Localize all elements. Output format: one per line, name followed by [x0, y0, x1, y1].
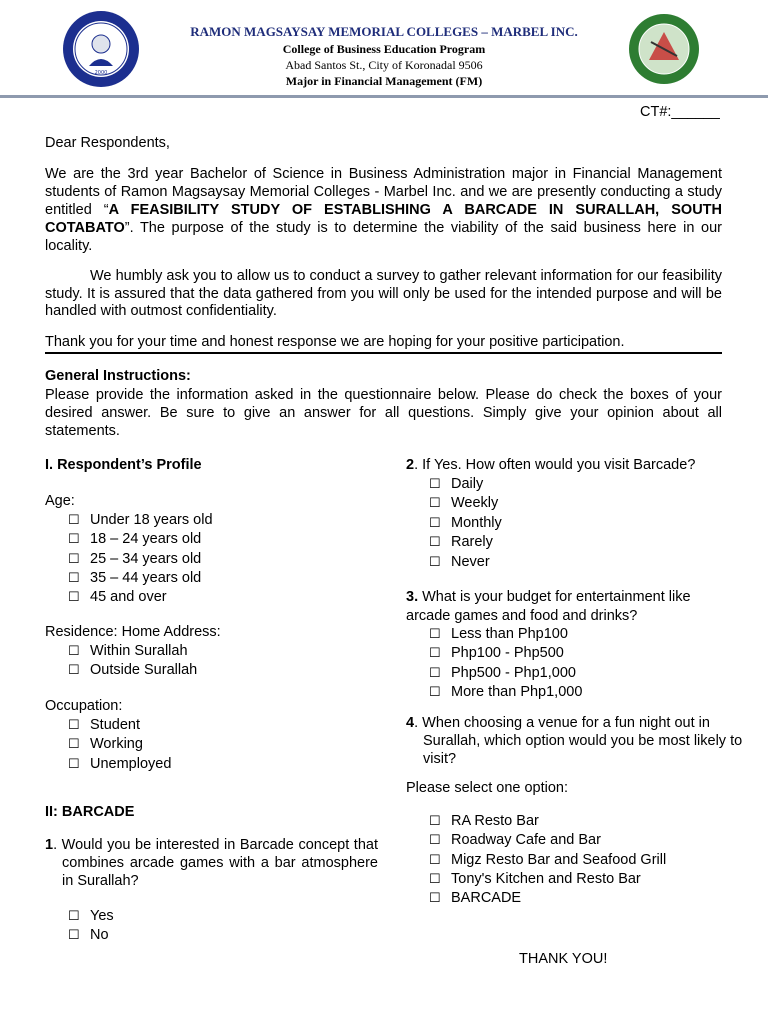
occupation-label: Occupation:	[45, 698, 123, 714]
program-name: College of Business Education Program	[282, 42, 486, 56]
option-label: 18 – 24 years old	[90, 531, 202, 548]
checkbox-option[interactable]	[429, 532, 493, 552]
checkbox-icon[interactable]: ☐	[429, 832, 441, 848]
question-2-number: 2	[406, 457, 415, 473]
option-label: Php500 - Php1,000	[451, 664, 576, 681]
salutation: Dear Respondents,	[45, 135, 170, 151]
option-label: Working	[90, 736, 143, 753]
intro-paragraph-2-text: We humbly ask you to allow us to conduct a survey to gather relevant information for our feasibility study. It is assured that the data gathered from you will only be used for the intended purpose and will be handled with outmost confidentiality.	[45, 268, 722, 319]
left-seal	[62, 10, 140, 88]
checkbox-icon[interactable]: ☐	[68, 569, 80, 585]
checkbox-option[interactable]	[68, 660, 197, 680]
checkbox-option[interactable]	[68, 529, 201, 549]
residence-label: Residence: Home Address:	[45, 624, 221, 640]
checkbox-icon[interactable]: ☐	[429, 870, 441, 886]
major-name: Major in Financial Management (FM)	[285, 74, 483, 88]
header-rule	[0, 95, 768, 98]
question-3-text: What is your budget for entertainment like arcade games and food and drinks?	[406, 589, 691, 624]
option-label: Monthly	[451, 514, 502, 531]
checkbox-option[interactable]	[68, 549, 201, 569]
checkbox-icon[interactable]: ☐	[68, 550, 80, 566]
checkbox-option[interactable]	[429, 850, 666, 870]
checkbox-option[interactable]	[429, 869, 641, 889]
question-4-number: 4	[406, 715, 415, 731]
checkbox-icon[interactable]: ☐	[68, 736, 80, 752]
option-label: Unemployed	[90, 755, 172, 772]
option-label: Roadway Cafe and Bar	[451, 832, 601, 849]
checkbox-option[interactable]	[429, 552, 490, 572]
checkbox-icon[interactable]: ☐	[68, 717, 80, 732]
option-label: 25 – 34 years old	[90, 550, 202, 567]
option-label: Never	[451, 553, 490, 570]
intro-text-before: We are the 3rd year Bachelor of Science in Business Administration major in Financial Management students of Ramon Magsaysay Memorial Colleges - Marbel Inc. and we are presently conducting a study entitled “	[45, 166, 722, 218]
option-label: Migz Resto Bar and Seafood Grill	[451, 851, 667, 868]
checkbox-icon[interactable]: ☐	[68, 589, 80, 605]
question-3-number: 3.	[406, 589, 419, 605]
checkbox-icon[interactable]: ☐	[429, 664, 441, 680]
profile-heading: I. Respondent’s Profile	[45, 457, 202, 473]
intro-paragraph-1	[45, 165, 722, 255]
checkbox-icon[interactable]: ☐	[429, 626, 441, 641]
option-label: Student	[90, 717, 140, 733]
checkbox-option[interactable]	[429, 624, 568, 644]
checkbox-icon[interactable]: ☐	[68, 643, 80, 658]
barcade-heading: II: BARCADE	[45, 804, 135, 820]
checkbox-option[interactable]	[68, 510, 213, 530]
checkbox-icon[interactable]: ☐	[68, 531, 80, 547]
option-label: Php100 - Php500	[451, 645, 564, 662]
checkbox-option[interactable]	[429, 474, 483, 494]
option-label: Outside Surallah	[90, 662, 198, 679]
checkbox-icon[interactable]: ☐	[68, 908, 80, 923]
checkbox-icon[interactable]: ☐	[429, 476, 441, 491]
checkbox-option[interactable]	[429, 643, 564, 663]
option-label: Under 18 years old	[90, 512, 213, 528]
instructions-heading: General Instructions:	[45, 368, 191, 384]
checkbox-icon[interactable]: ☐	[429, 553, 441, 569]
option-label: RA Resto Bar	[451, 813, 539, 829]
checkbox-option[interactable]	[68, 568, 201, 588]
question-4-prompt: Please select one option:	[406, 780, 569, 796]
instructions-text: Please provide the information asked in the questionnaire below. Please do check the boxes of your desired answer. Be sure to give an answer for all questions. Simply give your opinion about all statements.	[45, 387, 722, 439]
age-label: Age:	[45, 493, 75, 509]
checkbox-option[interactable]	[429, 888, 521, 908]
question-4-text: . When choosing a venue for a fun night out in Surallah, which option would you be most likely to visit?	[414, 715, 743, 767]
checkbox-icon[interactable]: ☐	[429, 495, 441, 511]
checkbox-icon[interactable]: ☐	[429, 514, 441, 530]
college-seal-icon	[62, 10, 140, 88]
question-1	[45, 836, 378, 890]
thank-you-line: Thank you for your time and honest response we are hoping for your positive participation.	[45, 334, 625, 350]
checkbox-option[interactable]	[429, 830, 601, 850]
checkbox-option[interactable]	[68, 587, 167, 607]
option-label: Within Surallah	[90, 643, 188, 659]
question-1-number: 1	[45, 837, 54, 853]
question-1-text: . Would you be interested in Barcade concept that combines arcade games with a bar atmosphere in Surallah?	[53, 837, 378, 889]
section-divider	[45, 352, 722, 354]
option-label: Daily	[451, 476, 484, 492]
svg-text:2000: 2000	[94, 70, 108, 76]
option-label: Yes	[90, 908, 114, 924]
intro-text-after: ”. The purpose of the study is to determine the viability of the said business here in our locality.	[45, 220, 722, 254]
option-label: Tony's Kitchen and Resto Bar	[451, 870, 641, 887]
checkbox-option[interactable]	[68, 906, 114, 926]
checkbox-icon[interactable]: ☐	[429, 851, 441, 867]
address: Abad Santos St., City of Koronadal 9506	[285, 58, 483, 72]
checkbox-option[interactable]	[68, 925, 109, 945]
closing-thank-you: THANK YOU!	[519, 951, 608, 967]
checkbox-icon[interactable]: ☐	[429, 890, 441, 906]
option-label: More than Php1,000	[451, 684, 583, 701]
right-seal	[627, 12, 701, 86]
checkbox-icon[interactable]: ☐	[429, 645, 441, 661]
question-2-text: . If Yes. How often would you visit Barcade?	[414, 457, 696, 473]
checkbox-option[interactable]	[429, 811, 539, 831]
question-4	[406, 714, 743, 768]
checkbox-option[interactable]	[429, 682, 582, 702]
checkbox-option[interactable]	[429, 663, 576, 683]
option-label: Weekly	[451, 495, 499, 512]
checkbox-option[interactable]	[429, 493, 498, 513]
checkbox-icon[interactable]: ☐	[68, 512, 80, 527]
header-block	[150, 23, 618, 89]
ct-number: CT#:______	[640, 104, 720, 120]
checkbox-icon[interactable]: ☐	[68, 755, 80, 771]
option-label: BARCADE	[451, 890, 522, 907]
business-seal-icon	[627, 12, 701, 86]
option-label: 45 and over	[90, 589, 167, 606]
checkbox-option[interactable]	[68, 734, 143, 754]
checkbox-icon[interactable]: ☐	[429, 534, 441, 550]
checkbox-icon[interactable]: ☐	[68, 662, 80, 678]
option-label: Less than Php100	[451, 626, 568, 642]
checkbox-option[interactable]	[429, 513, 502, 533]
checkbox-option[interactable]	[68, 715, 140, 735]
intro-paragraph-2	[45, 268, 722, 321]
question-2	[406, 457, 726, 473]
checkbox-icon[interactable]: ☐	[429, 813, 441, 828]
checkbox-option[interactable]	[68, 641, 188, 661]
question-3	[406, 588, 724, 625]
checkbox-option[interactable]	[68, 754, 171, 774]
institution-name: RAMON MAGSAYSAY MEMORIAL COLLEGES – MARBEL INC.	[190, 24, 578, 39]
study-title: A FEASIBILITY STUDY OF ESTABLISHING A BARCADE IN SURALLAH, SOUTH COTABATO	[45, 202, 722, 236]
checkbox-icon[interactable]: ☐	[429, 684, 441, 700]
option-label: No	[90, 927, 109, 944]
option-label: Rarely	[451, 534, 493, 551]
option-label: 35 – 44 years old	[90, 569, 202, 586]
checkbox-icon[interactable]: ☐	[68, 927, 80, 943]
